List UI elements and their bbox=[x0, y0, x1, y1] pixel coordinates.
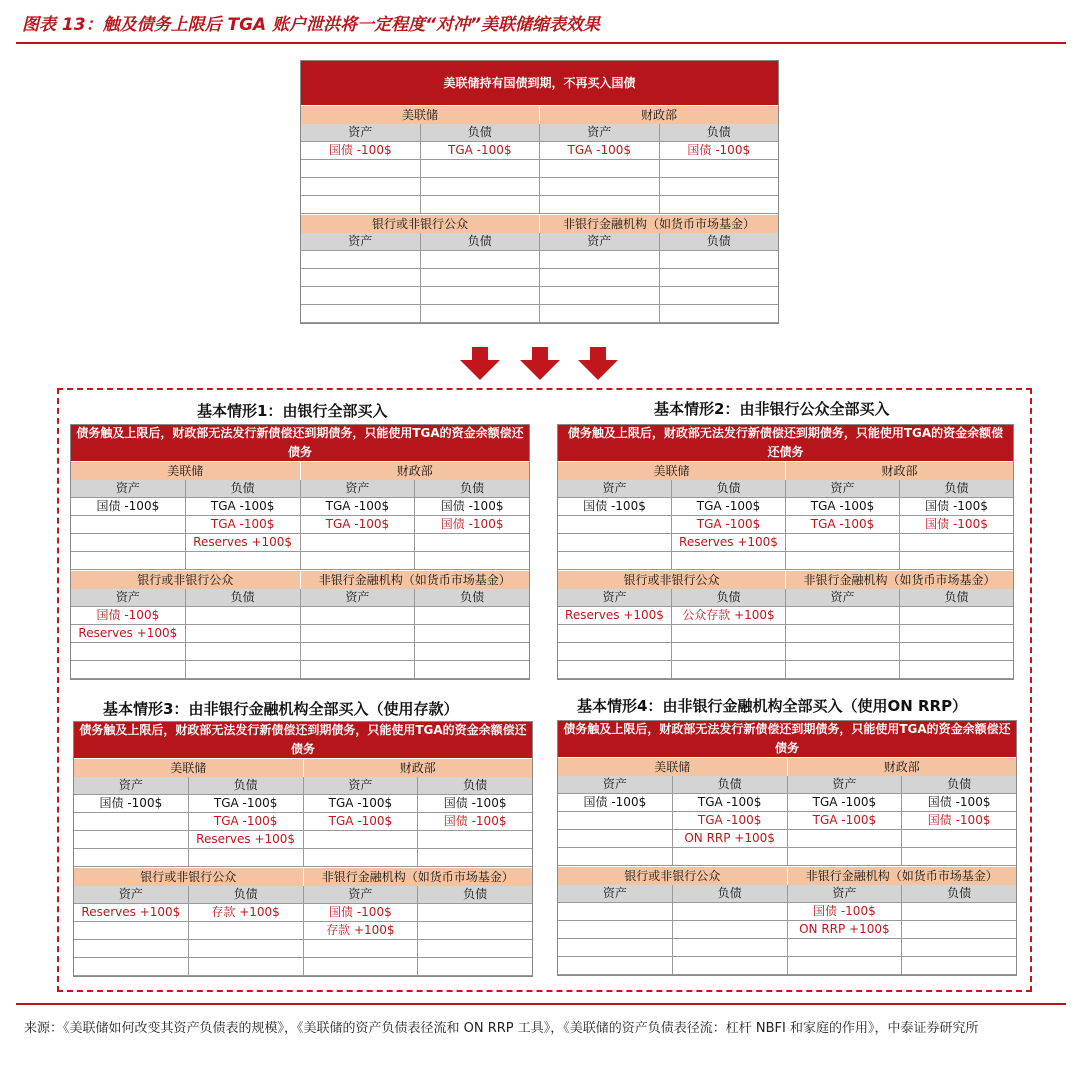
ledger-row bbox=[74, 831, 532, 849]
bank-liabs-cell bbox=[672, 661, 786, 678]
entity-header-row-bottom bbox=[301, 214, 778, 233]
tsy-liabs-cell: 国债 -100$ bbox=[687, 143, 751, 157]
nbfi-assets-cell bbox=[786, 607, 900, 624]
scenario-4-title: 基本情形4：由非银行金融机构全部买入（使用ON RRP） bbox=[577, 697, 968, 715]
entity-header-row-bottom bbox=[74, 867, 532, 886]
tsy-liabs-cell: 国债 -100$ bbox=[925, 499, 988, 513]
nbfi-assets-cell bbox=[304, 940, 419, 957]
bank-assets-cell bbox=[558, 939, 673, 956]
liability-header: 负债 bbox=[189, 886, 304, 903]
liability-header: 负债 bbox=[418, 886, 532, 903]
entity-header-row-bottom bbox=[558, 570, 1013, 589]
ledger-row bbox=[558, 921, 1016, 939]
nbfi-liabs-cell bbox=[902, 939, 1016, 956]
bank-liabs-cell bbox=[673, 903, 788, 920]
tsy-assets-cell bbox=[788, 830, 903, 847]
ledger-row bbox=[301, 287, 778, 305]
ledger-banner: 债务触及上限后，财政部无法发行新债偿还到期债务，只能使用TGA的资金余额偿还债务 bbox=[71, 425, 529, 461]
fed-assets-cell bbox=[74, 849, 189, 866]
liability-header: 负债 bbox=[672, 589, 786, 606]
nbfi-assets-cell bbox=[786, 625, 900, 642]
bank-assets-cell bbox=[301, 251, 421, 268]
top-ledger bbox=[300, 60, 779, 324]
entity-name-bank: 银行或非银行公众 bbox=[74, 867, 304, 886]
tsy-liabs-cell: 国债 -100$ bbox=[925, 517, 988, 531]
bank-liabs-cell bbox=[421, 269, 541, 286]
entity-name-tsy: 财政部 bbox=[540, 105, 778, 124]
liability-header: 负债 bbox=[421, 233, 541, 250]
ledger-row bbox=[71, 552, 529, 570]
fed-liabs-cell bbox=[186, 552, 301, 569]
liability-header: 负债 bbox=[660, 124, 779, 141]
nbfi-assets-cell: 国债 -100$ bbox=[304, 904, 419, 921]
nbfi-assets-cell bbox=[301, 625, 416, 642]
fed-liabs-cell: ON RRP +100$ bbox=[673, 830, 788, 847]
ledger-row bbox=[71, 534, 529, 552]
ledger-row bbox=[71, 607, 529, 625]
ledger-row bbox=[301, 269, 778, 287]
bank-assets-cell: Reserves +100$ bbox=[558, 607, 672, 624]
fed-assets-cell bbox=[71, 552, 186, 569]
fed-liabs-cell: TGA -100$ bbox=[421, 142, 541, 159]
tsy-liabs-cell bbox=[900, 534, 1013, 551]
fed-assets-cell bbox=[301, 178, 421, 195]
ledger-row bbox=[71, 643, 529, 661]
fed-assets-cell: 国债 -100$ bbox=[71, 498, 186, 515]
bank-liabs-cell bbox=[186, 661, 301, 678]
entity-header-row-top bbox=[301, 105, 778, 124]
entity-name-bank: 银行或非银行公众 bbox=[558, 866, 788, 885]
nbfi-liabs-cell bbox=[660, 251, 779, 268]
ledger-row bbox=[301, 251, 778, 269]
nbfi-assets-cell: ON RRP +100$ bbox=[788, 921, 903, 938]
tsy-assets-cell: TGA -100$ bbox=[788, 794, 903, 811]
bank-assets-cell bbox=[71, 661, 186, 678]
bank-liabs-cell: 公众存款 +100$ bbox=[672, 607, 786, 624]
asset-header: 资产 bbox=[301, 124, 421, 141]
fed-liabs-cell: TGA -100$ bbox=[189, 795, 304, 812]
fed-liabs-cell: TGA -100$ bbox=[672, 516, 786, 533]
title-rule bbox=[16, 42, 1066, 44]
tsy-assets-cell bbox=[304, 831, 419, 848]
column-header-row bbox=[74, 886, 532, 904]
ledger-row bbox=[558, 812, 1016, 830]
bank-assets-cell bbox=[558, 643, 672, 660]
bank-liabs-cell bbox=[672, 625, 786, 642]
column-header-row bbox=[558, 776, 1016, 794]
tsy-liabs-cell bbox=[660, 160, 779, 177]
entity-name-fed: 美联储 bbox=[301, 105, 540, 124]
liability-header: 负债 bbox=[673, 885, 788, 902]
ledger-row bbox=[558, 848, 1016, 866]
ledger-row bbox=[558, 552, 1013, 570]
bank-liabs-cell bbox=[189, 922, 304, 939]
bank-liabs-cell bbox=[186, 607, 301, 624]
nbfi-liabs-cell bbox=[418, 904, 532, 921]
asset-header: 资产 bbox=[301, 589, 416, 606]
ledger-banner: 债务触及上限后，财政部无法发行新债偿还到期债务，只能使用TGA的资金余额偿还债务 bbox=[558, 721, 1016, 757]
nbfi-liabs-cell bbox=[415, 661, 529, 678]
fed-assets-cell bbox=[74, 831, 189, 848]
column-header-row bbox=[558, 589, 1013, 607]
liability-header: 负债 bbox=[660, 233, 779, 250]
tsy-assets-cell: TGA -100$ bbox=[540, 142, 660, 159]
tsy-liabs-cell: 国债 -100$ bbox=[927, 795, 991, 809]
column-header-row bbox=[301, 233, 778, 251]
entity-header-row-top bbox=[74, 758, 532, 777]
tsy-assets-cell bbox=[540, 196, 660, 213]
fed-assets-cell bbox=[558, 534, 672, 551]
ledger-row bbox=[74, 922, 532, 940]
ledger-row bbox=[74, 904, 532, 922]
ledger-row bbox=[558, 939, 1016, 957]
liability-header: 负债 bbox=[415, 480, 529, 497]
bank-assets-cell bbox=[558, 661, 672, 678]
fed-liabs-cell bbox=[421, 196, 541, 213]
ledger-row bbox=[71, 498, 529, 516]
liability-header: 负债 bbox=[900, 589, 1013, 606]
figure-title: 图表 13：触及债务上限后 TGA 账户泄洪将一定程度“对冲”美联储缩表效果 bbox=[22, 15, 601, 35]
tsy-assets-cell: TGA -100$ bbox=[786, 516, 900, 533]
fed-assets-cell bbox=[558, 552, 672, 569]
entity-name-tsy: 财政部 bbox=[301, 461, 530, 480]
tsy-assets-cell bbox=[786, 552, 900, 569]
fed-assets-cell: 国债 -100$ bbox=[74, 795, 189, 812]
fed-assets-cell bbox=[558, 812, 673, 829]
asset-header: 资产 bbox=[74, 777, 189, 794]
bank-assets-cell bbox=[558, 921, 673, 938]
fed-assets-cell bbox=[301, 196, 421, 213]
nbfi-assets-cell bbox=[788, 957, 903, 974]
nbfi-assets-cell: 存款 +100$ bbox=[304, 922, 419, 939]
asset-header: 资产 bbox=[558, 589, 672, 606]
entity-header-row-top bbox=[558, 757, 1016, 776]
nbfi-assets-cell bbox=[301, 661, 416, 678]
bank-assets-cell: Reserves +100$ bbox=[74, 904, 189, 921]
bank-liabs-cell bbox=[421, 305, 541, 322]
liability-header: 负债 bbox=[672, 480, 786, 497]
ledger-row bbox=[74, 813, 532, 831]
column-header-row bbox=[71, 589, 529, 607]
liability-header: 负债 bbox=[189, 777, 304, 794]
bank-assets-cell bbox=[71, 643, 186, 660]
entity-name-bank: 银行或非银行公众 bbox=[301, 214, 540, 233]
tsy-assets-cell: TGA -100$ bbox=[301, 516, 416, 533]
fed-assets-cell: 国债 -100$ bbox=[301, 142, 421, 159]
nbfi-liabs-cell bbox=[900, 643, 1013, 660]
bank-liabs-cell bbox=[189, 940, 304, 957]
source-rule bbox=[16, 1003, 1066, 1005]
fed-assets-cell bbox=[301, 160, 421, 177]
nbfi-assets-cell bbox=[304, 958, 419, 975]
ledger-banner: 美联储持有国债到期，不再买入国债 bbox=[301, 61, 778, 105]
bank-assets-cell bbox=[558, 625, 672, 642]
scenario-1-title: 基本情形1：由银行全部买入 bbox=[197, 402, 388, 420]
nbfi-assets-cell bbox=[301, 643, 416, 660]
fed-assets-cell: 国债 -100$ bbox=[558, 498, 672, 515]
ledger-row bbox=[301, 178, 778, 196]
column-header-row bbox=[74, 777, 532, 795]
column-header-row bbox=[301, 124, 778, 142]
entity-name-fed: 美联储 bbox=[74, 758, 304, 777]
nbfi-liabs-cell bbox=[415, 643, 529, 660]
ledger-row bbox=[74, 958, 532, 976]
tsy-assets-cell: TGA -100$ bbox=[304, 795, 419, 812]
ledger-banner: 债务触及上限后，财政部无法发行新债偿还到期债务，只能使用TGA的资金余额偿还债务 bbox=[74, 722, 532, 758]
liability-header: 负债 bbox=[902, 776, 1016, 793]
tsy-assets-cell: TGA -100$ bbox=[788, 812, 903, 829]
ledger-row bbox=[558, 607, 1013, 625]
nbfi-assets-cell bbox=[540, 305, 660, 322]
ledger-row bbox=[558, 957, 1016, 975]
nbfi-liabs-cell bbox=[902, 903, 1016, 920]
bank-assets-cell bbox=[558, 903, 673, 920]
bank-assets-cell: 国债 -100$ bbox=[71, 607, 186, 624]
nbfi-assets-cell bbox=[301, 607, 416, 624]
fed-liabs-cell bbox=[421, 178, 541, 195]
nbfi-liabs-cell bbox=[660, 305, 779, 322]
bank-assets-cell bbox=[74, 958, 189, 975]
entity-name-tsy: 财政部 bbox=[304, 758, 533, 777]
bank-liabs-cell bbox=[673, 921, 788, 938]
bank-assets-cell bbox=[301, 269, 421, 286]
tsy-liabs-cell bbox=[418, 849, 532, 866]
tsy-assets-cell bbox=[304, 849, 419, 866]
nbfi-assets-cell bbox=[788, 939, 903, 956]
entity-name-nbfi: 非银行金融机构（如货币市场基金） bbox=[304, 867, 533, 886]
nbfi-liabs-cell bbox=[900, 661, 1013, 678]
scenario-2-ledger bbox=[557, 424, 1014, 680]
ledger-row bbox=[558, 794, 1016, 812]
fed-assets-cell bbox=[74, 813, 189, 830]
asset-header: 资产 bbox=[304, 777, 419, 794]
fed-liabs-cell: Reserves +100$ bbox=[186, 534, 301, 551]
ledger-banner: 债务触及上限后，财政部无法发行新债偿还到期债务，只能使用TGA的资金余额偿还债务 bbox=[558, 425, 1013, 461]
bank-liabs-cell bbox=[421, 287, 541, 304]
nbfi-assets-cell bbox=[540, 269, 660, 286]
fed-liabs-cell: Reserves +100$ bbox=[672, 534, 786, 551]
asset-header: 资产 bbox=[74, 886, 189, 903]
tsy-liabs-cell bbox=[900, 552, 1013, 569]
tsy-assets-cell bbox=[540, 160, 660, 177]
entity-name-nbfi: 非银行金融机构（如货币市场基金） bbox=[301, 570, 530, 589]
column-header-row bbox=[558, 480, 1013, 498]
entity-header-row-top bbox=[558, 461, 1013, 480]
ledger-row bbox=[301, 142, 778, 160]
scenario-2-title: 基本情形2：由非银行公众全部买入 bbox=[654, 400, 890, 418]
nbfi-liabs-cell bbox=[900, 625, 1013, 642]
tsy-liabs-cell: 国债 -100$ bbox=[440, 517, 504, 531]
bank-liabs-cell bbox=[673, 939, 788, 956]
ledger-row bbox=[71, 661, 529, 679]
bank-liabs-cell bbox=[189, 958, 304, 975]
fed-liabs-cell: Reserves +100$ bbox=[189, 831, 304, 848]
bank-liabs-cell: 存款 +100$ bbox=[189, 904, 304, 921]
ledger-row bbox=[74, 795, 532, 813]
ledger-row bbox=[71, 516, 529, 534]
fed-liabs-cell bbox=[672, 552, 786, 569]
entity-name-tsy: 财政部 bbox=[788, 757, 1017, 776]
tsy-liabs-cell bbox=[415, 552, 529, 569]
nbfi-liabs-cell bbox=[900, 607, 1013, 624]
ledger-row bbox=[301, 196, 778, 214]
liability-header: 负债 bbox=[421, 124, 541, 141]
entity-name-fed: 美联储 bbox=[558, 461, 786, 480]
entity-header-row-top bbox=[71, 461, 529, 480]
nbfi-assets-cell: 国债 -100$ bbox=[788, 903, 903, 920]
ledger-row bbox=[558, 830, 1016, 848]
source-note: 来源：《美联储如何改变其资产负债表的规模》，《美联储的资产负债表径流和 ON RRP 工具》，《美联储的资产负债表径流：杠杆 NBFI 和家庭的作用》，中泰证券研究所 bbox=[24, 1021, 979, 1036]
fed-assets-cell bbox=[71, 534, 186, 551]
fed-assets-cell bbox=[558, 848, 673, 865]
ledger-row bbox=[71, 625, 529, 643]
ledger-row bbox=[74, 849, 532, 867]
tsy-assets-cell bbox=[301, 534, 416, 551]
liability-header: 负债 bbox=[900, 480, 1013, 497]
bank-assets-cell bbox=[558, 957, 673, 974]
fed-assets-cell: 国债 -100$ bbox=[558, 794, 673, 811]
fed-liabs-cell: TGA -100$ bbox=[186, 498, 301, 515]
fed-liabs-cell: TGA -100$ bbox=[672, 498, 786, 515]
nbfi-assets-cell bbox=[540, 251, 660, 268]
tsy-liabs-cell bbox=[660, 178, 779, 195]
bank-assets-cell: Reserves +100$ bbox=[71, 625, 186, 642]
entity-name-nbfi: 非银行金融机构（如货币市场基金） bbox=[540, 214, 778, 233]
asset-header: 资产 bbox=[788, 776, 903, 793]
liability-header: 负债 bbox=[415, 589, 529, 606]
entity-name-bank: 银行或非银行公众 bbox=[71, 570, 301, 589]
tsy-liabs-cell: 国债 -100$ bbox=[443, 814, 507, 828]
ledger-row bbox=[558, 516, 1013, 534]
asset-header: 资产 bbox=[304, 886, 419, 903]
asset-header: 资产 bbox=[786, 589, 900, 606]
ledger-row bbox=[301, 160, 778, 178]
nbfi-liabs-cell bbox=[660, 287, 779, 304]
scenario-3-ledger bbox=[73, 721, 533, 977]
nbfi-liabs-cell bbox=[902, 957, 1016, 974]
tsy-liabs-cell: 国债 -100$ bbox=[440, 499, 504, 513]
asset-header: 资产 bbox=[301, 233, 421, 250]
tsy-assets-cell bbox=[788, 848, 903, 865]
tsy-liabs-cell bbox=[902, 830, 1016, 847]
ledger-row bbox=[558, 661, 1013, 679]
nbfi-liabs-cell bbox=[902, 921, 1016, 938]
fed-liabs-cell bbox=[421, 160, 541, 177]
bank-liabs-cell bbox=[672, 643, 786, 660]
entity-name-fed: 美联储 bbox=[558, 757, 788, 776]
fed-assets-cell bbox=[71, 516, 186, 533]
bank-liabs-cell bbox=[186, 625, 301, 642]
nbfi-liabs-cell bbox=[415, 607, 529, 624]
tsy-assets-cell bbox=[301, 552, 416, 569]
tsy-assets-cell bbox=[540, 178, 660, 195]
liability-header: 负债 bbox=[186, 589, 301, 606]
ledger-row bbox=[558, 534, 1013, 552]
liability-header: 负债 bbox=[673, 776, 788, 793]
entity-name-bank: 银行或非银行公众 bbox=[558, 570, 786, 589]
bank-liabs-cell bbox=[186, 643, 301, 660]
entity-header-row-bottom bbox=[558, 866, 1016, 885]
ledger-row bbox=[74, 940, 532, 958]
scenario-3-title: 基本情形3：由非银行金融机构全部买入（使用存款） bbox=[103, 700, 459, 718]
bank-liabs-cell bbox=[673, 957, 788, 974]
nbfi-liabs-cell bbox=[660, 269, 779, 286]
bank-liabs-cell bbox=[421, 251, 541, 268]
fed-liabs-cell: TGA -100$ bbox=[189, 813, 304, 830]
fed-assets-cell bbox=[558, 516, 672, 533]
nbfi-assets-cell bbox=[786, 643, 900, 660]
scenario-4-ledger bbox=[557, 720, 1017, 976]
nbfi-liabs-cell bbox=[415, 625, 529, 642]
ledger-row bbox=[558, 625, 1013, 643]
bank-assets-cell bbox=[74, 922, 189, 939]
nbfi-assets-cell bbox=[786, 661, 900, 678]
liability-header: 负债 bbox=[418, 777, 532, 794]
fed-liabs-cell bbox=[189, 849, 304, 866]
fed-liabs-cell: TGA -100$ bbox=[673, 812, 788, 829]
tsy-liabs-cell bbox=[902, 848, 1016, 865]
tsy-liabs-cell bbox=[660, 196, 779, 213]
ledger-row bbox=[558, 903, 1016, 921]
bank-assets-cell bbox=[74, 940, 189, 957]
tsy-assets-cell: TGA -100$ bbox=[304, 813, 419, 830]
asset-header: 资产 bbox=[71, 589, 186, 606]
ledger-row bbox=[558, 643, 1013, 661]
entity-header-row-bottom bbox=[71, 570, 529, 589]
entity-name-nbfi: 非银行金融机构（如货币市场基金） bbox=[788, 866, 1017, 885]
asset-header: 资产 bbox=[786, 480, 900, 497]
nbfi-liabs-cell bbox=[418, 940, 532, 957]
column-header-row bbox=[71, 480, 529, 498]
scenario-1-ledger bbox=[70, 424, 530, 680]
tsy-liabs-cell bbox=[418, 831, 532, 848]
asset-header: 资产 bbox=[558, 776, 673, 793]
bank-assets-cell bbox=[301, 305, 421, 322]
tsy-liabs-cell: 国债 -100$ bbox=[927, 813, 991, 827]
asset-header: 资产 bbox=[301, 480, 416, 497]
bank-assets-cell bbox=[301, 287, 421, 304]
tsy-assets-cell bbox=[786, 534, 900, 551]
asset-header: 资产 bbox=[540, 233, 660, 250]
liability-header: 负债 bbox=[186, 480, 301, 497]
asset-header: 资产 bbox=[540, 124, 660, 141]
liability-header: 负债 bbox=[902, 885, 1016, 902]
ledger-row bbox=[301, 305, 778, 323]
nbfi-liabs-cell bbox=[418, 958, 532, 975]
asset-header: 资产 bbox=[558, 885, 673, 902]
asset-header: 资产 bbox=[788, 885, 903, 902]
entity-name-tsy: 财政部 bbox=[786, 461, 1013, 480]
tsy-liabs-cell bbox=[415, 534, 529, 551]
column-header-row bbox=[558, 885, 1016, 903]
fed-liabs-cell: TGA -100$ bbox=[673, 794, 788, 811]
ledger-row bbox=[558, 498, 1013, 516]
asset-header: 资产 bbox=[558, 480, 672, 497]
fed-liabs-cell bbox=[673, 848, 788, 865]
fed-assets-cell bbox=[558, 830, 673, 847]
fed-liabs-cell: TGA -100$ bbox=[186, 516, 301, 533]
tsy-assets-cell: TGA -100$ bbox=[301, 498, 416, 515]
tsy-assets-cell: TGA -100$ bbox=[786, 498, 900, 515]
nbfi-assets-cell bbox=[540, 287, 660, 304]
nbfi-liabs-cell bbox=[418, 922, 532, 939]
asset-header: 资产 bbox=[71, 480, 186, 497]
tsy-liabs-cell: 国债 -100$ bbox=[443, 796, 507, 810]
entity-name-fed: 美联储 bbox=[71, 461, 301, 480]
entity-name-nbfi: 非银行金融机构（如货币市场基金） bbox=[786, 570, 1013, 589]
